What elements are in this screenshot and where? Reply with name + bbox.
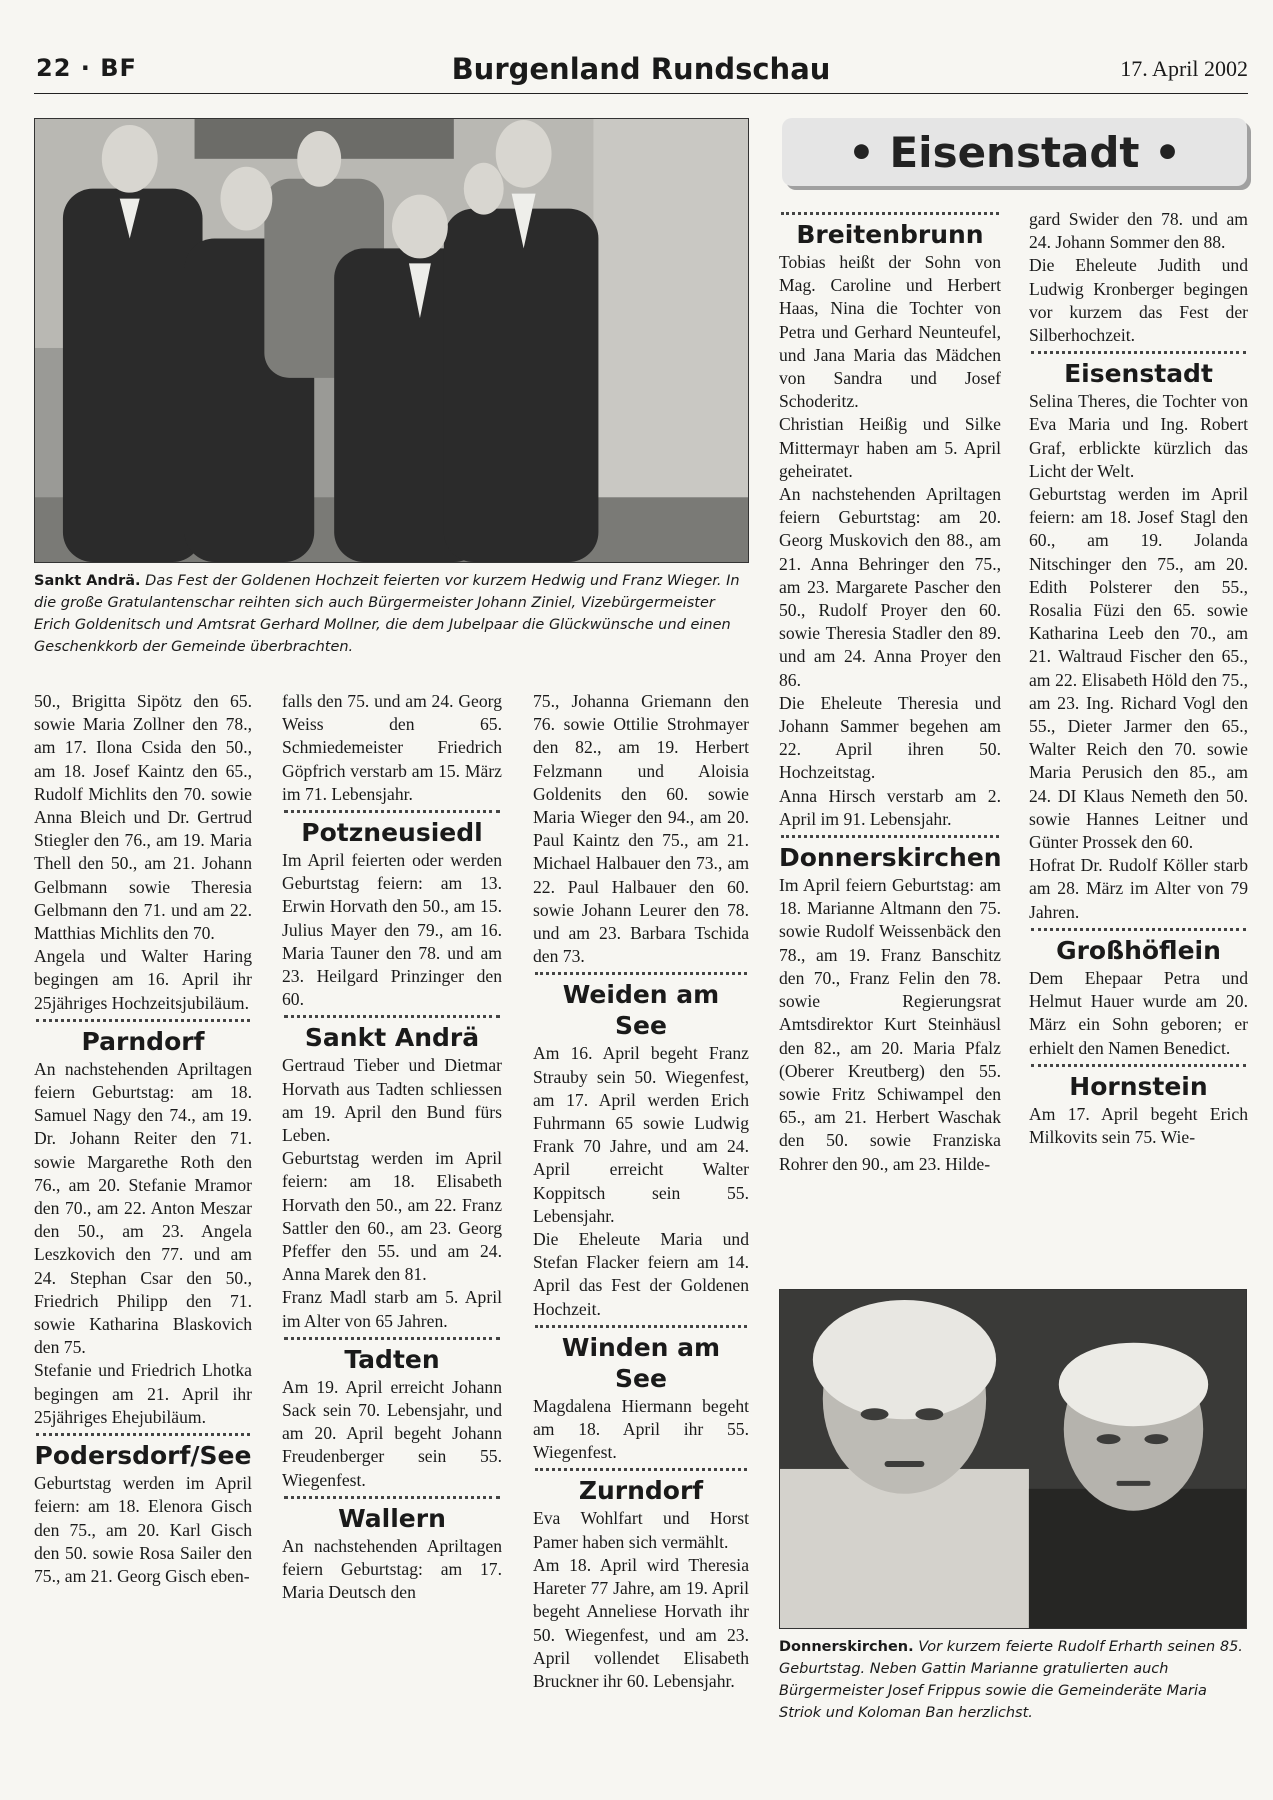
paragraph: Eva Wohlfart und Horst Pamer haben sich vermählt.	[533, 1508, 749, 1552]
dotted-divider	[535, 972, 747, 975]
paragraph: Geburtstag werden im April feiern: am 18. Elisabeth Horvath den 50., am 22. Franz Sattler den 60., am 23. Georg Pfeffer den 55. und am 24. Anna Marek den 81.	[282, 1148, 502, 1285]
caption-place: Sankt Andrä.	[34, 573, 141, 589]
heading-donnerskirchen: Donnerskirchen	[779, 843, 1002, 873]
heading-parndorf: Parndorf	[81, 1026, 205, 1056]
paragraph: Am 18. April wird Theresia Hareter 77 Jahre, am 19. April begeht Anneliese Horvath ihr 50. Wiegenfest, und am 23. April vollendet Elisabeth Bruckner ihr 60. Lebensjahr.	[533, 1554, 749, 1691]
dotted-divider	[36, 1019, 250, 1022]
paragraph: Franz Madl starb am 5. April im Alter von 65 Jahren.	[282, 1287, 502, 1331]
photo-birthday-couple	[779, 1289, 1247, 1629]
paragraph: Selina Theres, die Tochter von Eva Maria und Ing. Robert Graf, erblickte kürzlich das Licht der Welt.	[1029, 391, 1248, 481]
heading-breitenbrunn: Breitenbrunn	[796, 220, 984, 249]
paragraph: Gertraud Tieber und Dietmar Horvath aus Tadten schliessen am 19. April den Bund fürs Leben.	[282, 1055, 502, 1146]
banner-text: • Eisenstadt •	[848, 127, 1181, 177]
column-2	[282, 690, 502, 1605]
dotted-divider	[284, 1015, 500, 1018]
caption-text: Vor kurzem feierte Rudolf Erharth seinen 85. Geburtstag. Neben Gattin Marianne gratulierten auch Bürgermeister Josef Frippus sowie die Gemeinderäte Maria Striok und Koloman Ban herzlichst.	[779, 1639, 1243, 1721]
photo-golden-wedding	[34, 118, 749, 563]
heading-podersdorf: Podersdorf/See	[34, 1441, 252, 1471]
issue-date: 17. April 2002	[1120, 56, 1248, 81]
dotted-divider	[535, 1325, 747, 1328]
dotted-divider	[284, 1496, 500, 1499]
heading-sankt-andrae: Sankt Andrä	[304, 1023, 480, 1053]
paragraph: Am 17. April begeht Erich Milkovits sein 75. Wie-	[1029, 1103, 1248, 1147]
paragraph: Die Eheleute Maria und Stefan Flacker feiern am 14. April das Fest der Goldenen Hochzeit.	[533, 1229, 749, 1319]
paragraph: An nachstehenden Apriltagen feiern Geburtstag: am 20. Georg Muskovich den 88., am 21. Anna Behringer den 75., am 23. Margarete Pascher den 50., Rudolf Proyer den 60. sowie Theresia Stadler den 89. und am 24. Anna Proyer den 86.	[779, 484, 1001, 690]
newspaper-title: Burgenland Rundschau	[451, 52, 831, 86]
paragraph: Am 16. April begeht Franz Strauby sein 50. Wiegenfest, am 17. April werden Erich Fuhrmann 65 sowie Ludwig Frank 70 Jahre, und am 24. April erreicht Walter Koppitsch sein 55. Lebensjahr.	[533, 1043, 749, 1226]
heading-potzneusiedl: Potzneusiedl	[301, 818, 483, 848]
paragraph: Am 19. April erreicht Johann Sack sein 70. Lebensjahr, und am 20. April begeht Johann Freudenberger sein 55. Wiegenfest.	[282, 1376, 502, 1490]
paragraph: falls den 75. und am 24. Georg Weiss den 65. Schmiedemeister Friedrich Göpfrich verstarb am 15. März im 71. Lebensjahr.	[282, 691, 502, 804]
heading-weiden-am-see: Weiden am See	[562, 980, 720, 1041]
column-3	[533, 690, 749, 1693]
paragraph: Im April feierten oder werden Geburtstag feiern: am 13. Erwin Horvath den 50., am 15. Julius Mayer den 79., am 16. Maria Tauner den 78. und am 23. Heilgard Prinzinger den 60.	[282, 850, 502, 1010]
column-1	[34, 690, 252, 1588]
paragraph: 75., Johanna Griemann den 76. sowie Ottilie Strohmayer den 82., am 19. Herbert Felzmann und Aloisia Goldenits den 60. sowie Maria Wieger den 94., am 20. Paul Kaintz den 75., am 21. Michael Halbauer den 73., am 22. Paul Halbauer den 60. sowie Johann Leurer den 78. und am 23. Barbara Tschida den 73.	[533, 691, 749, 967]
paragraph: 50., Brigitta Sipötz den 65. sowie Maria Zollner den 78., am 17. Ilona Csida den 50., am 18. Josef Kaintz den 65., Rudolf Michlits den 70. sowie Anna Bleich und Dr. Gertrud Stiegler den 76., am 19. Maria Thell den 50., am 21. Johann Gelbmann sowie Theresia Gelbmann den 71. und am 22. Matthias Michlits den 70.	[34, 691, 252, 944]
heading-wallern: Wallern	[338, 1503, 446, 1533]
paragraph: Stefanie und Friedrich Lhotka begingen am 21. April ihr 25jähriges Ehejubiläum.	[34, 1360, 252, 1427]
dotted-divider	[36, 1433, 250, 1436]
heading-hornstein: Hornstein	[1069, 1071, 1208, 1101]
paragraph: Dem Ehepaar Petra und Helmut Hauer wurde am 20. März ein Sohn geboren; er erhielt den Namen Benedict.	[1029, 967, 1248, 1058]
caption-text: Das Fest der Goldenen Hochzeit feierten vor kurzem Hedwig und Franz Wieger. In die große Gratulantenschar reihten sich auch Bürgermeister Johann Ziniel, Vizebürgermeister Erich Goldenitsch und Amtsrat Gerhard Mollner, die dem Jubelpaar die Glückwünsche und einen Geschenkkorb der Gemeinde überbrachten.	[34, 573, 740, 655]
dotted-divider	[1031, 928, 1246, 931]
heading-tadten: Tadten	[344, 1344, 440, 1374]
paragraph: Im April feiern Geburtstag: am 18. Marianne Altmann den 75. sowie Rudolf Weissenbäck den 78., am 19. Franz Banschitz den 70., Franz Felin den 78. sowie Regierungsrat Amtsdirektor Kurt Steinhäusl den 82., am 20. Maria Pfalz (Oberer Kreutberg) den 55. sowie Fritz Schiwampel den 65., am 21. Herbert Waschak den 50. sowie Franziska Rohrer den 90., am 23. Hilde-	[779, 875, 1001, 1174]
paragraph: Die Eheleute Theresia und Johann Sammer begehen am 22. April ihren 50. Hochzeitstag.	[779, 692, 1001, 783]
caption-place: Donnerskirchen.	[779, 1639, 914, 1655]
paragraph: An nachstehenden Apriltagen feiern Geburtstag: am 18. Samuel Nagy den 74., am 19. Dr. Johann Reiter den 71. sowie Margarethe Roth den 76., am 20. Stefanie Mramor den 70., am 22. Anton Meszar den 50., am 23. Angela Leszkovich den 77. und am 24. Stephan Csar den 50., Friedrich Philipp den 71. sowie Katharina Blaskovich den 75.	[34, 1058, 252, 1358]
paragraph: Geburtstag werden im April feiern: am 18. Josef Stagl den 60., am 19. Jolanda Nitschinger den 75., am 20. Edith Polsterer den 55., Rosalia Füzi den 65. sowie Katharina Leeb den 70., am 21. Waltraud Fischer den 65., am 22. Elisabeth Höld den 75., am 23. Ing. Richard Vogl den 55., Dieter Jarmer den 65., Walter Reich den 70. sowie Maria Perusich den 85., am 24. DI Klaus Nemeth den 50. sowie Hannes Leitner und Günter Prossek den 60.	[1029, 484, 1248, 853]
column-4	[779, 208, 1001, 1176]
photo-caption-donnerskirchen	[779, 1636, 1249, 1724]
heading-eisenstadt: Eisenstadt	[1064, 359, 1213, 389]
dotted-divider	[781, 212, 999, 215]
dotted-divider	[284, 810, 500, 813]
paragraph: Hofrat Dr. Rudolf Köller starb am 28. März im Alter von 79 Jahren.	[1029, 855, 1248, 922]
page-number: 22 · BF	[36, 54, 137, 82]
paragraph: Die Eheleute Judith und Ludwig Kronberger begingen vor kurzem das Fest der Silberhochzeit.	[1029, 255, 1248, 346]
heading-grosshoeflein: Großhöflein	[1056, 935, 1221, 965]
paragraph: Angela und Walter Haring begingen am 16. April ihr 25jähriges Hochzeitsjubiläum.	[34, 946, 252, 1013]
paragraph: Christian Heißig und Silke Mittermayr haben am 5. April geheiratet.	[779, 414, 1001, 481]
paragraph: Geburtstag werden im April feiern: am 18. Elenora Gisch den 75., am 20. Karl Gisch den 50. sowie Rosa Sailer den 75., am 21. Georg Gisch eben-	[34, 1473, 252, 1586]
dotted-divider	[1031, 1064, 1246, 1067]
paragraph: An nachstehenden Apriltagen feiern Geburtstag: am 17. Maria Deutsch den	[282, 1535, 502, 1603]
paragraph: Tobias heißt der Sohn von Mag. Caroline und Herbert Haas, Nina die Tochter von Petra und Gerhard Neunteufel, und Jana Maria das Mädchen von Sandra und Josef Schoderitz.	[779, 252, 1001, 412]
dotted-divider	[535, 1468, 747, 1471]
heading-zurndorf: Zurndorf	[578, 1476, 704, 1506]
heading-winden-am-see: Winden am See	[561, 1332, 721, 1393]
column-5	[1029, 208, 1248, 1149]
dotted-divider	[781, 835, 999, 838]
section-banner-eisenstadt	[782, 118, 1247, 186]
paragraph: Anna Hirsch verstarb am 2. April im 91. Lebensjahr.	[779, 785, 1001, 829]
dotted-divider	[284, 1337, 500, 1340]
dotted-divider	[1031, 351, 1246, 354]
page-header	[34, 48, 1248, 94]
paragraph: gard Swider den 78. und am 24. Johann Sommer den 88.	[1029, 209, 1248, 253]
paragraph: Magdalena Hiermann begeht am 18. April ihr 55. Wiegenfest.	[533, 1395, 749, 1463]
photo-caption-sankt-andrae	[34, 570, 752, 658]
